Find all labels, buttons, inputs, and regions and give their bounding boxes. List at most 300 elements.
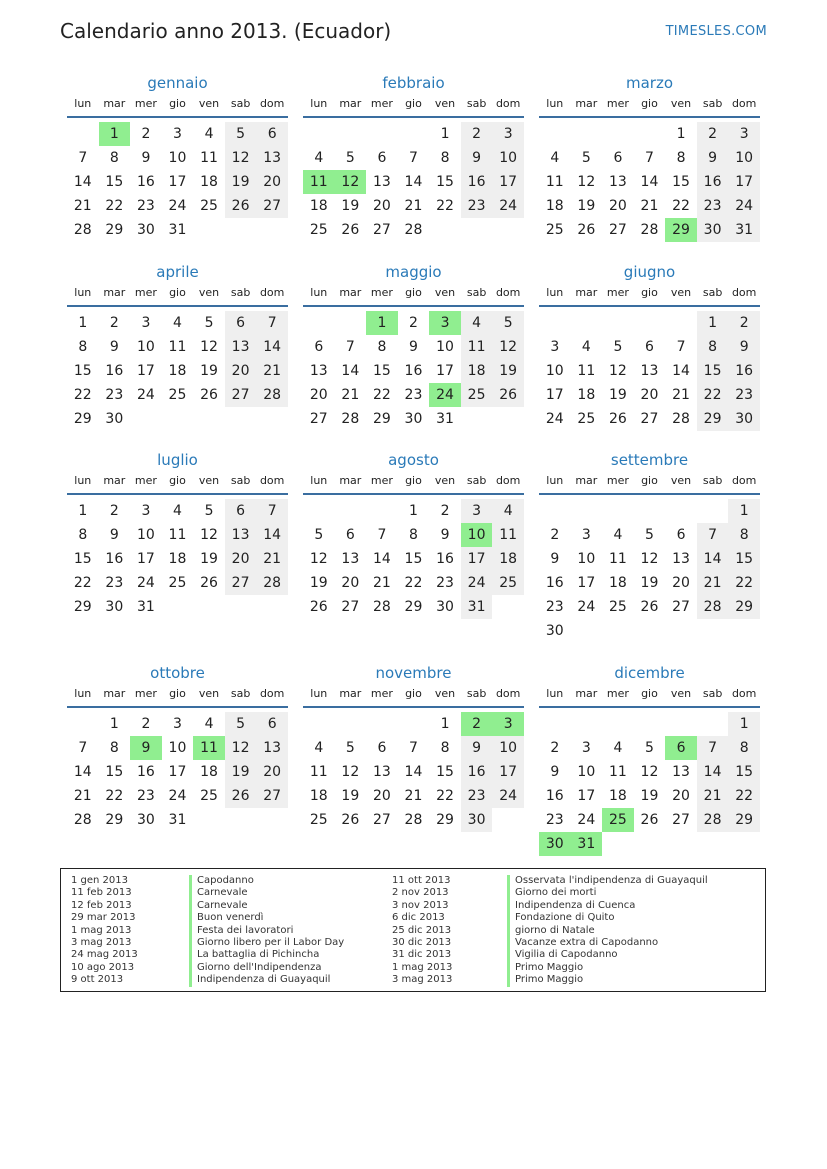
day-cell[interactable]: 1 — [728, 499, 760, 523]
day-cell[interactable]: 27 — [608, 222, 627, 238]
day-cell[interactable]: 14 — [73, 764, 92, 780]
day-cell[interactable]: 27 — [256, 784, 288, 808]
day-cell[interactable]: 22 — [73, 575, 92, 591]
day-cell[interactable]: 11 — [168, 339, 187, 355]
day-cell[interactable]: 6 — [256, 122, 288, 146]
day-cell[interactable]: 12 — [225, 736, 257, 760]
day-cell[interactable]: 14 — [404, 174, 423, 190]
day-cell[interactable]: 11 — [461, 335, 493, 359]
day-cell[interactable]: 19 — [577, 198, 596, 214]
day-cell[interactable]: 29 — [728, 808, 760, 832]
day-cell[interactable]: 9 — [550, 551, 560, 567]
day-cell[interactable]: 18 — [309, 788, 328, 804]
day-cell[interactable]: 21 — [256, 547, 288, 571]
day-cell[interactable]: 23 — [697, 194, 729, 218]
day-cell[interactable]: 1 — [728, 712, 760, 736]
day-cell[interactable]: 25 — [577, 411, 596, 427]
day-cell[interactable]: 9 — [697, 146, 729, 170]
day-cell[interactable]: 26 — [640, 812, 659, 828]
day-cell[interactable]: 19 — [608, 387, 627, 403]
day-cell[interactable]: 9 — [109, 527, 119, 543]
day-cell[interactable]: 23 — [105, 575, 124, 591]
day-cell[interactable]: 15 — [73, 551, 92, 567]
day-cell[interactable]: 13 — [372, 174, 391, 190]
day-cell[interactable]: 18 — [492, 547, 524, 571]
day-cell[interactable]: 10 — [136, 339, 155, 355]
day-cell[interactable]: 27 — [225, 383, 257, 407]
day-cell[interactable]: 18 — [168, 363, 187, 379]
day-cell[interactable]: 24 — [728, 194, 760, 218]
day-cell[interactable]: 15 — [372, 363, 391, 379]
day-cell[interactable]: 22 — [728, 571, 760, 595]
day-cell[interactable]: 18 — [608, 788, 627, 804]
day-cell[interactable]: 9 — [109, 339, 119, 355]
day-cell[interactable]: 6 — [225, 499, 257, 523]
day-cell[interactable]: 10 — [168, 150, 187, 166]
day-cell[interactable]: 15 — [404, 551, 423, 567]
day-cell[interactable]: 20 — [608, 198, 627, 214]
day-cell[interactable]: 5 — [492, 311, 524, 335]
day-cell[interactable]: 21 — [73, 198, 92, 214]
day-cell[interactable]: 14 — [256, 523, 288, 547]
day-cell[interactable]: 18 — [608, 575, 627, 591]
day-cell[interactable]: 5 — [345, 740, 355, 756]
day-cell[interactable]: 29 — [728, 595, 760, 619]
day-cell[interactable]: 22 — [436, 788, 454, 804]
day-cell[interactable]: 2 — [109, 315, 119, 331]
day-cell[interactable]: 25 — [200, 198, 218, 214]
day-cell[interactable]: 13 — [309, 363, 328, 379]
day-cell[interactable]: 7 — [377, 527, 387, 543]
day-cell[interactable]: 12 — [640, 551, 659, 567]
day-cell[interactable]: 3 — [728, 122, 760, 146]
day-cell[interactable]: 24 — [492, 784, 524, 808]
day-cell[interactable]: 28 — [672, 411, 690, 427]
day-cell[interactable]: 9 — [409, 339, 418, 355]
day-cell[interactable]: 29 — [404, 599, 423, 615]
day-cell[interactable]: 13 — [608, 174, 627, 190]
day-cell[interactable]: 25 — [168, 575, 187, 591]
day-cell[interactable]: 30 — [461, 808, 493, 832]
day-cell[interactable]: 7 — [697, 736, 729, 760]
day-cell[interactable]: 26 — [200, 575, 218, 591]
day-cell[interactable]: 29 — [436, 812, 454, 828]
day-cell[interactable]: 1 — [109, 716, 119, 732]
day-cell[interactable]: 7 — [345, 339, 355, 355]
day-cell[interactable]: 16 — [436, 551, 454, 567]
day-cell[interactable]: 22 — [73, 387, 92, 403]
day-cell[interactable]: 17 — [545, 387, 564, 403]
day-cell[interactable]: 8 — [78, 527, 88, 543]
day-cell[interactable]: 30 — [404, 411, 423, 427]
holiday-day-cell[interactable]: 25 — [602, 808, 634, 832]
day-cell[interactable]: 17 — [492, 760, 524, 784]
day-cell[interactable]: 28 — [256, 383, 288, 407]
day-cell[interactable]: 18 — [200, 174, 218, 190]
day-cell[interactable]: 28 — [73, 222, 92, 238]
day-cell[interactable]: 16 — [728, 359, 760, 383]
day-cell[interactable]: 10 — [436, 339, 454, 355]
day-cell[interactable]: 22 — [672, 198, 690, 214]
day-cell[interactable]: 14 — [697, 547, 729, 571]
day-cell[interactable]: 8 — [109, 150, 119, 166]
day-cell[interactable]: 10 — [168, 740, 187, 756]
day-cell[interactable]: 22 — [404, 575, 423, 591]
day-cell[interactable]: 15 — [728, 760, 760, 784]
day-cell[interactable]: 24 — [577, 599, 596, 615]
holiday-day-cell[interactable]: 1 — [366, 311, 398, 335]
day-cell[interactable]: 6 — [645, 339, 654, 355]
day-cell[interactable]: 31 — [136, 599, 155, 615]
day-cell[interactable]: 5 — [314, 527, 324, 543]
day-cell[interactable]: 30 — [436, 599, 454, 615]
day-cell[interactable]: 7 — [409, 740, 418, 756]
day-cell[interactable]: 1 — [409, 503, 418, 519]
day-cell[interactable]: 10 — [728, 146, 760, 170]
day-cell[interactable]: 1 — [78, 503, 88, 519]
day-cell[interactable]: 8 — [440, 740, 450, 756]
day-cell[interactable]: 3 — [173, 716, 182, 732]
day-cell[interactable]: 13 — [640, 363, 659, 379]
day-cell[interactable]: 21 — [404, 788, 423, 804]
day-cell[interactable]: 20 — [225, 547, 257, 571]
day-cell[interactable]: 22 — [105, 198, 124, 214]
day-cell[interactable]: 29 — [372, 411, 391, 427]
day-cell[interactable]: 21 — [341, 387, 360, 403]
day-cell[interactable]: 24 — [461, 571, 493, 595]
day-cell[interactable]: 29 — [73, 411, 92, 427]
day-cell[interactable]: 12 — [608, 363, 627, 379]
day-cell[interactable]: 8 — [409, 527, 418, 543]
day-cell[interactable]: 4 — [173, 503, 182, 519]
day-cell[interactable]: 19 — [200, 551, 218, 567]
day-cell[interactable]: 30 — [136, 812, 155, 828]
day-cell[interactable]: 14 — [256, 335, 288, 359]
day-cell[interactable]: 7 — [78, 150, 88, 166]
day-cell[interactable]: 24 — [136, 575, 155, 591]
day-cell[interactable]: 23 — [728, 383, 760, 407]
day-cell[interactable]: 19 — [309, 575, 328, 591]
day-cell[interactable]: 31 — [168, 222, 187, 238]
day-cell[interactable]: 26 — [225, 784, 257, 808]
day-cell[interactable]: 23 — [461, 784, 493, 808]
day-cell[interactable]: 25 — [200, 788, 218, 804]
day-cell[interactable]: 5 — [345, 150, 355, 166]
day-cell[interactable]: 28 — [697, 595, 729, 619]
day-cell[interactable]: 2 — [440, 503, 450, 519]
day-cell[interactable]: 6 — [345, 527, 355, 543]
day-cell[interactable]: 27 — [672, 599, 690, 615]
day-cell[interactable]: 12 — [640, 764, 659, 780]
day-cell[interactable]: 28 — [73, 812, 92, 828]
day-cell[interactable]: 2 — [409, 315, 418, 331]
day-cell[interactable]: 28 — [341, 411, 360, 427]
day-cell[interactable]: 31 — [728, 218, 760, 242]
day-cell[interactable]: 12 — [200, 527, 218, 543]
day-cell[interactable]: 17 — [577, 788, 596, 804]
day-cell[interactable]: 2 — [141, 126, 151, 142]
holiday-day-cell[interactable]: 3 — [492, 712, 524, 736]
day-cell[interactable]: 10 — [136, 527, 155, 543]
day-cell[interactable]: 1 — [78, 315, 88, 331]
day-cell[interactable]: 3 — [141, 315, 151, 331]
holiday-day-cell[interactable]: 29 — [665, 218, 697, 242]
day-cell[interactable]: 27 — [640, 411, 659, 427]
day-cell[interactable]: 24 — [577, 812, 596, 828]
day-cell[interactable]: 23 — [404, 387, 423, 403]
day-cell[interactable]: 21 — [640, 198, 659, 214]
day-cell[interactable]: 30 — [545, 623, 564, 639]
day-cell[interactable]: 17 — [168, 174, 187, 190]
day-cell[interactable]: 21 — [697, 571, 729, 595]
day-cell[interactable]: 19 — [225, 760, 257, 784]
day-cell[interactable]: 20 — [256, 760, 288, 784]
holiday-day-cell[interactable]: 2 — [461, 712, 493, 736]
day-cell[interactable]: 7 — [676, 339, 686, 355]
day-cell[interactable]: 2 — [550, 527, 560, 543]
day-cell[interactable]: 27 — [372, 812, 391, 828]
day-cell[interactable]: 26 — [225, 194, 257, 218]
day-cell[interactable]: 25 — [309, 222, 328, 238]
day-cell[interactable]: 20 — [672, 788, 690, 804]
day-cell[interactable]: 21 — [372, 575, 391, 591]
day-cell[interactable]: 3 — [141, 503, 151, 519]
day-cell[interactable]: 12 — [341, 764, 360, 780]
day-cell[interactable]: 25 — [461, 383, 493, 407]
day-cell[interactable]: 4 — [550, 150, 560, 166]
day-cell[interactable]: 26 — [341, 812, 360, 828]
day-cell[interactable]: 6 — [377, 740, 387, 756]
holiday-day-cell[interactable]: 11 — [303, 170, 335, 194]
day-cell[interactable]: 15 — [73, 363, 92, 379]
brand-link[interactable]: TIMESLES.COM — [665, 24, 767, 39]
holiday-day-cell[interactable]: 24 — [429, 383, 461, 407]
day-cell[interactable]: 18 — [200, 764, 218, 780]
day-cell[interactable]: 23 — [136, 198, 155, 214]
day-cell[interactable]: 17 — [461, 547, 493, 571]
day-cell[interactable]: 12 — [577, 174, 596, 190]
day-cell[interactable]: 28 — [404, 222, 423, 238]
day-cell[interactable]: 27 — [372, 222, 391, 238]
day-cell[interactable]: 1 — [440, 126, 450, 142]
day-cell[interactable]: 4 — [314, 150, 324, 166]
day-cell[interactable]: 10 — [577, 764, 596, 780]
day-cell[interactable]: 5 — [204, 503, 214, 519]
day-cell[interactable]: 15 — [436, 764, 454, 780]
day-cell[interactable]: 8 — [109, 740, 119, 756]
day-cell[interactable]: 31 — [461, 595, 493, 619]
day-cell[interactable]: 13 — [256, 736, 288, 760]
day-cell[interactable]: 25 — [309, 812, 328, 828]
day-cell[interactable]: 13 — [225, 523, 257, 547]
day-cell[interactable]: 16 — [545, 575, 564, 591]
day-cell[interactable]: 13 — [341, 551, 360, 567]
day-cell[interactable]: 7 — [409, 150, 418, 166]
day-cell[interactable]: 27 — [341, 599, 360, 615]
day-cell[interactable]: 22 — [372, 387, 391, 403]
day-cell[interactable]: 30 — [728, 407, 760, 431]
day-cell[interactable]: 17 — [168, 764, 187, 780]
day-cell[interactable]: 9 — [141, 150, 151, 166]
day-cell[interactable]: 8 — [440, 150, 450, 166]
day-cell[interactable]: 21 — [256, 359, 288, 383]
day-cell[interactable]: 8 — [78, 339, 88, 355]
day-cell[interactable]: 8 — [377, 339, 387, 355]
day-cell[interactable]: 18 — [309, 198, 328, 214]
day-cell[interactable]: 3 — [461, 499, 493, 523]
day-cell[interactable]: 10 — [577, 551, 596, 567]
holiday-day-cell[interactable]: 12 — [335, 170, 367, 194]
day-cell[interactable]: 16 — [105, 551, 124, 567]
day-cell[interactable]: 7 — [697, 523, 729, 547]
day-cell[interactable]: 17 — [728, 170, 760, 194]
day-cell[interactable]: 25 — [168, 387, 187, 403]
day-cell[interactable]: 20 — [225, 359, 257, 383]
day-cell[interactable]: 4 — [613, 740, 623, 756]
day-cell[interactable]: 1 — [697, 311, 729, 335]
day-cell[interactable]: 30 — [105, 599, 124, 615]
day-cell[interactable]: 13 — [672, 764, 690, 780]
day-cell[interactable]: 30 — [136, 222, 155, 238]
day-cell[interactable]: 15 — [105, 174, 124, 190]
day-cell[interactable]: 4 — [613, 527, 623, 543]
day-cell[interactable]: 14 — [372, 551, 391, 567]
day-cell[interactable]: 31 — [168, 812, 187, 828]
day-cell[interactable]: 13 — [672, 551, 690, 567]
day-cell[interactable]: 14 — [73, 174, 92, 190]
day-cell[interactable]: 19 — [200, 363, 218, 379]
day-cell[interactable]: 16 — [105, 363, 124, 379]
day-cell[interactable]: 16 — [697, 170, 729, 194]
day-cell[interactable]: 5 — [225, 122, 257, 146]
day-cell[interactable]: 20 — [341, 575, 360, 591]
holiday-day-cell[interactable]: 30 — [539, 832, 571, 856]
day-cell[interactable]: 22 — [436, 198, 454, 214]
holiday-day-cell[interactable]: 10 — [461, 523, 493, 547]
day-cell[interactable]: 20 — [640, 387, 659, 403]
day-cell[interactable]: 10 — [492, 146, 524, 170]
day-cell[interactable]: 20 — [372, 788, 391, 804]
day-cell[interactable]: 3 — [550, 339, 560, 355]
day-cell[interactable]: 14 — [341, 363, 360, 379]
day-cell[interactable]: 3 — [581, 527, 591, 543]
day-cell[interactable]: 15 — [728, 547, 760, 571]
day-cell[interactable]: 23 — [545, 599, 564, 615]
day-cell[interactable]: 5 — [645, 740, 654, 756]
day-cell[interactable]: 4 — [461, 311, 493, 335]
day-cell[interactable]: 20 — [672, 575, 690, 591]
day-cell[interactable]: 25 — [492, 571, 524, 595]
day-cell[interactable]: 11 — [492, 523, 524, 547]
day-cell[interactable]: 12 — [225, 146, 257, 170]
day-cell[interactable]: 19 — [225, 170, 257, 194]
day-cell[interactable]: 11 — [577, 363, 596, 379]
day-cell[interactable]: 14 — [404, 764, 423, 780]
day-cell[interactable]: 18 — [461, 359, 493, 383]
day-cell[interactable]: 22 — [697, 383, 729, 407]
day-cell[interactable]: 26 — [309, 599, 328, 615]
day-cell[interactable]: 14 — [640, 174, 659, 190]
day-cell[interactable]: 28 — [404, 812, 423, 828]
day-cell[interactable]: 19 — [640, 575, 659, 591]
day-cell[interactable]: 18 — [577, 387, 596, 403]
day-cell[interactable]: 2 — [109, 503, 119, 519]
day-cell[interactable]: 15 — [697, 359, 729, 383]
day-cell[interactable]: 22 — [728, 784, 760, 808]
day-cell[interactable]: 28 — [697, 808, 729, 832]
day-cell[interactable]: 28 — [256, 571, 288, 595]
day-cell[interactable]: 30 — [105, 411, 124, 427]
day-cell[interactable]: 6 — [225, 311, 257, 335]
day-cell[interactable]: 13 — [372, 764, 391, 780]
day-cell[interactable]: 20 — [372, 198, 391, 214]
day-cell[interactable]: 12 — [492, 335, 524, 359]
day-cell[interactable]: 26 — [200, 387, 218, 403]
day-cell[interactable]: 3 — [173, 126, 182, 142]
day-cell[interactable]: 27 — [672, 812, 690, 828]
day-cell[interactable]: 27 — [256, 194, 288, 218]
day-cell[interactable]: 16 — [461, 170, 493, 194]
day-cell[interactable]: 6 — [613, 150, 623, 166]
day-cell[interactable]: 25 — [608, 599, 627, 615]
day-cell[interactable]: 16 — [136, 174, 155, 190]
day-cell[interactable]: 11 — [545, 174, 564, 190]
day-cell[interactable]: 21 — [697, 784, 729, 808]
day-cell[interactable]: 21 — [404, 198, 423, 214]
day-cell[interactable]: 29 — [697, 407, 729, 431]
day-cell[interactable]: 4 — [204, 126, 214, 142]
day-cell[interactable]: 9 — [461, 146, 493, 170]
day-cell[interactable]: 23 — [545, 812, 564, 828]
day-cell[interactable]: 17 — [136, 551, 155, 567]
day-cell[interactable]: 30 — [697, 218, 729, 242]
day-cell[interactable]: 11 — [168, 527, 187, 543]
day-cell[interactable]: 20 — [309, 387, 328, 403]
day-cell[interactable]: 19 — [341, 788, 360, 804]
day-cell[interactable]: 15 — [105, 764, 124, 780]
holiday-day-cell[interactable]: 1 — [99, 122, 131, 146]
day-cell[interactable]: 24 — [545, 411, 564, 427]
day-cell[interactable]: 4 — [173, 315, 182, 331]
day-cell[interactable]: 18 — [545, 198, 564, 214]
day-cell[interactable]: 3 — [581, 740, 591, 756]
day-cell[interactable]: 6 — [676, 527, 686, 543]
day-cell[interactable]: 19 — [341, 198, 360, 214]
day-cell[interactable]: 29 — [105, 812, 124, 828]
day-cell[interactable]: 8 — [728, 736, 760, 760]
day-cell[interactable]: 10 — [545, 363, 564, 379]
holiday-day-cell[interactable]: 6 — [665, 736, 697, 760]
day-cell[interactable]: 16 — [136, 764, 155, 780]
day-cell[interactable]: 1 — [676, 126, 686, 142]
day-cell[interactable]: 5 — [613, 339, 623, 355]
day-cell[interactable]: 27 — [309, 411, 328, 427]
holiday-day-cell[interactable]: 3 — [429, 311, 461, 335]
day-cell[interactable]: 13 — [256, 146, 288, 170]
day-cell[interactable]: 17 — [136, 363, 155, 379]
day-cell[interactable]: 7 — [256, 311, 288, 335]
day-cell[interactable]: 24 — [168, 788, 187, 804]
day-cell[interactable]: 7 — [645, 150, 654, 166]
day-cell[interactable]: 26 — [492, 383, 524, 407]
day-cell[interactable]: 28 — [640, 222, 659, 238]
day-cell[interactable]: 9 — [461, 736, 493, 760]
day-cell[interactable]: 16 — [461, 760, 493, 784]
day-cell[interactable]: 25 — [545, 222, 564, 238]
day-cell[interactable]: 1 — [440, 716, 450, 732]
day-cell[interactable]: 31 — [436, 411, 454, 427]
day-cell[interactable]: 5 — [645, 527, 654, 543]
